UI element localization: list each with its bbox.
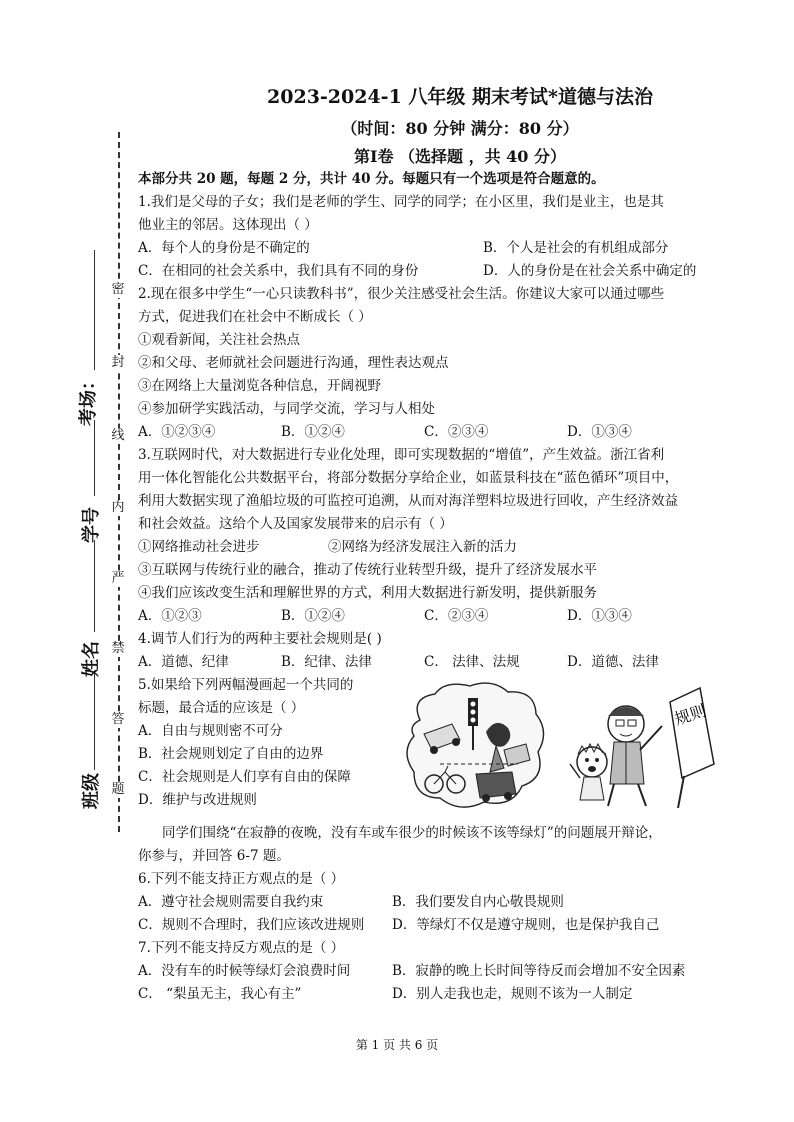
seal-char: 禁: [104, 641, 132, 657]
q2-statement: ①观看新闻，关注社会热点: [138, 332, 300, 348]
q3-statement: ③互联网与传统行业的融合，推动了传统行业转型升级，提升了经济发展水平: [138, 562, 597, 578]
q3-options-row: [138, 605, 718, 628]
q6-options-row: [138, 914, 718, 937]
q1-option-c: C．在相同的社会关系中，我们具有不同的身份: [138, 263, 419, 279]
debate-intro: 同学们围绕“在寂静的夜晚，没有车或车很少的时候该不该等绿灯”的问题展开辩论，: [162, 825, 662, 841]
q7-option-c: C． “梨虽无主，我心有主”: [138, 986, 302, 1002]
q7-option-a: A．没有车的时候等绿灯会浪费时间: [138, 963, 351, 979]
seal-char: 题: [104, 782, 132, 798]
seal-char: 密: [104, 282, 132, 298]
q4-option-a: A．道德、纪律: [138, 654, 229, 670]
q7-option-b: B．寂静的晚上长时间等待反而会增加不安全因素: [392, 963, 686, 979]
q2-option-d: D．①③④: [567, 424, 632, 440]
q3-stem: 用一体化智能化公共数据平台，将部分数据分享给企业，如蓝景科技在“蓝色循环”项目中，: [138, 470, 679, 486]
q4-option-d: D．道德、法律: [567, 654, 659, 670]
q4-options-row: [138, 651, 718, 674]
q2-option-c: C．②③④: [424, 424, 489, 440]
q2-statement: ②和父母、老师就社会问题进行沟通，理性表达观点: [138, 355, 449, 371]
q5-option-b: B．社会规则划定了自由的边界: [138, 746, 324, 762]
instructions: 本部分共 20 题，每题 2 分，共计 40 分。每题只有一个选项是符合题意的。: [138, 171, 605, 187]
seal-char: 线: [104, 428, 132, 444]
name-label: 姓名: [81, 641, 102, 677]
q3-stem: 利用大数据实现了渔船垃圾的可监控可追溯，从而对海洋塑料垃圾进行回收，产生经济效益: [138, 493, 678, 509]
q1-option-a: A．每个人的身份是不确定的: [138, 240, 310, 256]
exam-room-label: 考场：: [78, 372, 99, 426]
field-underline: [94, 420, 95, 496]
q6-option-a: A．遵守社会规则需要自我约束: [138, 894, 324, 910]
q7-stem: 7.下列不能支持反方观点的是（ ）: [138, 940, 345, 956]
traffic-cartoon-image: [400, 680, 550, 812]
question-body: [138, 168, 718, 1006]
field-underline: [94, 674, 95, 770]
q1-option-d: D．人的身份是在社会关系中确定的: [483, 263, 697, 279]
q4-stem: 4.调节人们行为的两种主要社会规则是( ): [138, 631, 382, 647]
q5-stem: 标题，最合适的应该是（ ）: [138, 700, 305, 716]
q2-options-row: [138, 421, 718, 444]
q6-options-row: [138, 891, 718, 914]
q3-statement: ②网络为经济发展注入新的活力: [328, 539, 517, 555]
q5-block: [138, 674, 718, 814]
q1-option-b: B．个人是社会的有机组成部分: [483, 240, 669, 256]
q3-stem: 和社会效益。这给个人及国家发展带来的启示有（ ）: [138, 516, 453, 532]
q5-option-d: D．维护与改进规则: [138, 792, 257, 808]
q5-option-c: C．社会规则是人们享有自由的保障: [138, 769, 351, 785]
q6-option-b: B．我们要发自内心敬畏规则: [392, 894, 564, 910]
q3-option-a: A．①②③: [138, 608, 202, 624]
q1-options-row: [138, 237, 718, 260]
q4-option-b: B．纪律、法律: [281, 654, 372, 670]
q3-statement-row: [138, 536, 718, 559]
q4-option-c: C． 法律、法规: [424, 654, 520, 670]
q3-option-b: B．①②④: [281, 608, 345, 624]
q3-statement: ④我们应该改变生活和理解世界的方式，利用大数据进行新发明，提供新服务: [138, 585, 597, 601]
q5-stem: 5.如果给下列两幅漫画起一个共同的: [138, 677, 354, 693]
q1-stem: 1.我们是父母的子女；我们是老师的学生、同学的同学；在小区里，我们是业主，也是其: [138, 194, 664, 210]
seal-char: 严: [104, 571, 132, 587]
seal-char: 内: [104, 500, 132, 516]
debate-intro: 你参与，并回答 6-7 题。: [138, 848, 290, 864]
q6-option-d: D．等绿灯不仅是遵守规则，也是保护我自己: [392, 917, 660, 933]
student-id-label: 学号: [81, 507, 102, 543]
q2-option-b: B．①②④: [281, 424, 345, 440]
q2-stem: 方式，促进我们在社会中不断成长（ ）: [138, 309, 372, 325]
q1-stem: 他业主的邻居。这体现出（ ）: [138, 217, 318, 233]
rules-sign-text: 规则: [672, 700, 709, 729]
q2-stem: 2.现在很多中学生“一心只读教科书”，很少关注感受社会生活。你建议大家可以通过哪些: [138, 286, 665, 302]
class-label: 班级: [81, 773, 102, 809]
q3-option-c: C．②③④: [424, 608, 489, 624]
field-underline: [94, 250, 95, 370]
exam-title: 2023-2024-1 八年级 期末考试*道德与法治: [267, 86, 653, 108]
q3-stem: 3.互联网时代，对大数据进行专业化处理，即可实现数据的“增值”，产生效益。浙江省利: [138, 447, 665, 463]
q2-option-a: A．①②③④: [138, 424, 216, 440]
seal-char: 封: [104, 355, 132, 371]
field-underline: [94, 540, 95, 632]
q5-text: [138, 674, 398, 812]
q7-options-row: [138, 983, 718, 1006]
q1-options-row: [138, 260, 718, 283]
q6-option-c: C．规则不合理时，我们应该改进规则: [138, 917, 365, 933]
q3-statement: ①网络推动社会进步: [138, 539, 260, 555]
exam-subtitle: （时间：80 分钟 满分：80 分）: [341, 119, 579, 138]
q5-option-a: A．自由与规则密不可分: [138, 723, 283, 739]
seal-char: 答: [104, 712, 132, 728]
q2-statement: ③在网络上大量浏览各种信息，开阔视野: [138, 378, 381, 394]
q2-statement: ④参加研学实践活动，与同学交流，学习与人相处: [138, 401, 435, 417]
q7-option-d: D．别人走我也走，规则不该为一人制定: [392, 986, 633, 1002]
page-number: 第 1 页 共 6 页: [355, 1038, 439, 1052]
part-title: 第Ⅰ卷 （选择题 ，共 40 分）: [353, 147, 567, 166]
q7-options-row: [138, 960, 718, 983]
q6-stem: 6.下列不能支持正方观点的是（ ）: [138, 871, 345, 887]
rules-cartoon-image: [562, 680, 718, 810]
q3-option-d: D．①③④: [567, 608, 632, 624]
